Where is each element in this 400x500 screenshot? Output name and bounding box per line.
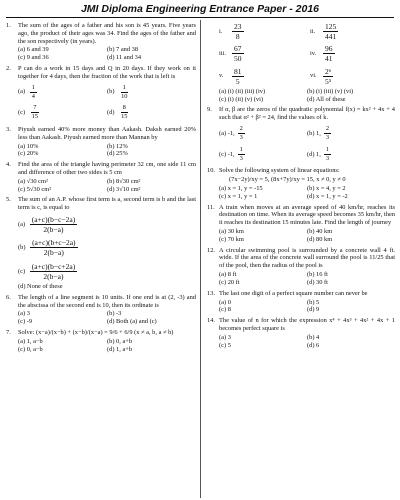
option-b[interactable]: (b) 7 and 38 xyxy=(107,46,139,54)
option-b[interactable]: (b) 8√30 cm² xyxy=(107,177,141,185)
options xyxy=(18,178,196,194)
option-a[interactable]: (a) 8 ft xyxy=(219,271,237,279)
option-label: (a) xyxy=(18,221,26,229)
question-text: The length of a line segment is 10 units. If one end is at (2, -3) and the abscissa of the second end is 10, then its ordinate is xyxy=(18,293,196,309)
option-b[interactable]: (b) 40 km xyxy=(307,228,333,236)
numerator: 125 xyxy=(325,22,337,31)
option-c[interactable] xyxy=(18,102,107,123)
item-label: ii. xyxy=(310,27,316,35)
option-label: (a) -1, xyxy=(219,129,235,137)
option-b[interactable]: (b) x = 4, y = 2 xyxy=(307,184,346,192)
options xyxy=(219,271,395,287)
question-number: 3. xyxy=(6,125,11,133)
denominator: 5 xyxy=(235,76,240,86)
options xyxy=(219,88,395,104)
option-c[interactable]: (c) x = 1, y = 1 xyxy=(219,192,258,200)
option-c[interactable]: (c) 20 ft xyxy=(219,278,240,286)
option-b[interactable]: (b) -3 xyxy=(107,310,122,318)
question-11 xyxy=(207,204,395,244)
option-d[interactable] xyxy=(107,102,196,123)
option-c[interactable]: (c) 9 and 36 xyxy=(18,54,49,62)
question-8-continued xyxy=(207,22,395,103)
question-text: A train when moves at an average speed of 40 km/hr, reaches its destination on time. When its average speed becomes 35 km/hr, then it reaches its destination 15 minutes late. Find the length of journey xyxy=(219,203,395,227)
option-b[interactable]: (b) 4 xyxy=(307,333,320,341)
question-number: 5. xyxy=(6,196,11,204)
numerator: 1 xyxy=(239,145,243,153)
question-number: 12. xyxy=(207,246,215,254)
item-iv xyxy=(310,44,395,63)
question-number: 6. xyxy=(6,293,11,301)
option-d[interactable]: (d) Both (a) and (c) xyxy=(107,318,157,326)
item-label: i. xyxy=(219,27,223,35)
option-b[interactable] xyxy=(18,236,196,259)
fraction xyxy=(324,125,331,142)
item-vi xyxy=(310,67,395,86)
item-label: iv. xyxy=(310,50,317,58)
option-a[interactable]: (a) 30 km xyxy=(219,228,244,236)
denominator: 2(b−a) xyxy=(43,248,64,258)
option-label: (c) -1, xyxy=(219,150,235,158)
option-d[interactable]: (d) None of these xyxy=(18,282,63,290)
fraction xyxy=(30,104,40,121)
numerator: 2⁶ xyxy=(325,66,332,76)
equation: (7x−2y)/xy = 5, (8x+7y)/xy = 15, x ≠ 0, y ≠ 0 xyxy=(229,176,346,184)
question-14 xyxy=(207,317,395,349)
item-i xyxy=(219,22,304,41)
denominator: 441 xyxy=(325,32,337,42)
option-c[interactable] xyxy=(219,144,307,165)
numerator: 96 xyxy=(325,44,333,54)
numerator: (a+c)(b+c−2a) xyxy=(32,238,76,248)
options xyxy=(219,185,395,201)
option-a[interactable]: (a) 3 xyxy=(219,333,231,341)
numerator: 81 xyxy=(234,66,242,76)
options xyxy=(18,338,196,354)
question-number: 11. xyxy=(207,203,215,211)
numerator: 2 xyxy=(325,125,330,133)
option-label: (a) xyxy=(18,88,26,96)
option-c[interactable]: (c) 5 xyxy=(219,341,231,349)
question-2 xyxy=(6,65,196,123)
option-a[interactable]: (a) 10% xyxy=(18,142,39,150)
option-a[interactable]: (a) 0 xyxy=(219,298,231,306)
denominator: 3 xyxy=(325,133,330,141)
question-text: Solve the following system of linear equations: xyxy=(219,167,340,175)
fraction xyxy=(30,238,78,257)
option-b[interactable] xyxy=(307,123,395,144)
options xyxy=(219,299,395,315)
option-a[interactable] xyxy=(18,213,196,236)
option-a[interactable] xyxy=(18,82,107,103)
question-text xyxy=(18,329,196,337)
option-c[interactable]: (c) 8 xyxy=(219,306,231,314)
option-a[interactable] xyxy=(219,123,307,144)
options xyxy=(18,213,196,291)
option-b[interactable]: (b) 0, a+b xyxy=(107,337,133,345)
fraction xyxy=(232,44,244,63)
option-d[interactable] xyxy=(307,144,395,165)
numerator: 67 xyxy=(234,44,242,54)
fraction xyxy=(323,44,335,63)
denominator: 2(b−a) xyxy=(43,225,64,235)
option-a[interactable]: (a) x = 1, y = -15 xyxy=(219,184,263,192)
question-4 xyxy=(6,161,196,193)
question-13 xyxy=(207,290,395,314)
question-number: 1. xyxy=(6,22,11,29)
numerator: 23 xyxy=(234,22,242,31)
options xyxy=(18,82,196,123)
denominator: 3 xyxy=(239,154,243,162)
options xyxy=(18,143,196,159)
item-label: iii. xyxy=(219,50,226,58)
option-c[interactable] xyxy=(18,260,196,283)
denominator: 5⁵ xyxy=(325,76,332,86)
fraction xyxy=(30,215,78,234)
option-a[interactable]: (a) 6 and 39 xyxy=(18,46,49,54)
denominator: 8 xyxy=(235,32,240,42)
numerator: 7 xyxy=(33,104,37,112)
fraction xyxy=(30,84,37,101)
item-label: vi. xyxy=(310,72,317,80)
options xyxy=(18,310,196,326)
option-b[interactable]: (b) (i) (iii) (v) (vi) xyxy=(307,87,354,95)
fraction xyxy=(119,84,129,101)
option-c[interactable]: (c) (i) (ii) (v) (vi) xyxy=(219,95,264,103)
question-3 xyxy=(6,126,196,158)
denominator: 41 xyxy=(325,54,333,64)
numerator: 1 xyxy=(31,83,35,91)
denominator: 15 xyxy=(121,113,128,121)
option-d[interactable]: (d) 80 km xyxy=(307,235,333,243)
fraction xyxy=(119,104,129,121)
item-ii xyxy=(310,22,395,41)
item-v xyxy=(219,67,304,86)
numerator: 1 xyxy=(122,83,126,91)
fraction xyxy=(324,146,331,163)
solve-label: Solve: xyxy=(18,328,35,336)
denominator: 2(b−a) xyxy=(43,271,64,281)
option-b[interactable]: (b) 12% xyxy=(107,142,128,150)
option-d[interactable]: (d) 30 ft xyxy=(307,278,328,286)
right-column xyxy=(207,22,395,498)
question-text: If α, β are the zeros of the quadratic polynomial f(x) = kx² + 4x + 4 such that α² + β² = 24, find the values of k. xyxy=(219,106,395,122)
option-c[interactable]: (c) 0, a−b xyxy=(18,345,43,353)
option-label: (d) xyxy=(107,109,115,117)
fraction-list xyxy=(219,22,395,86)
denominator: 4 xyxy=(31,92,35,100)
option-label: (b) xyxy=(18,244,26,252)
fraction xyxy=(323,22,338,41)
numerator: (a+c)(b−c−2a) xyxy=(31,215,76,225)
fraction xyxy=(30,262,78,281)
numerator: 1 xyxy=(325,145,330,153)
option-c[interactable]: (c) -9 xyxy=(18,318,33,326)
option-a[interactable]: (a) (i) (ii) (iii) (iv) xyxy=(219,87,266,95)
option-label: (d) 1, xyxy=(307,150,321,158)
numerator: (a+c)(b−c+2a) xyxy=(31,261,76,271)
options xyxy=(219,334,395,350)
option-label: (c) xyxy=(18,109,26,117)
question-text: The value of n for which the expression x⁴ + 4x³ + 4x² + 4x + 1 becomes perfect square is xyxy=(219,317,395,332)
numerator: 2 xyxy=(239,125,243,133)
options xyxy=(18,46,196,62)
question-number: 7. xyxy=(6,328,11,336)
left-column xyxy=(6,22,196,498)
denominator: 15 xyxy=(31,113,39,121)
fraction xyxy=(323,67,333,86)
fraction xyxy=(238,125,245,142)
question-10 xyxy=(207,167,395,200)
question-text: A circular swimming pool is surrounded by a concrete wall 4 ft. wide. If the area of the concrete wall surround the pool is 11/25 that of the pool, then the radius of the pool is xyxy=(219,246,395,270)
question-text: The sum of the ages of a father and his son is 45 years. Five years ago, the product of their ages was 34. Find the ages of the father and the son respectively (in years). xyxy=(18,22,196,45)
option-b[interactable]: (b) 5 xyxy=(307,298,320,306)
question-7 xyxy=(6,329,196,353)
option-d[interactable]: (d) 1, a+b xyxy=(107,345,133,353)
option-a[interactable]: (a) 1, a−b xyxy=(18,337,43,345)
options xyxy=(219,123,395,164)
denominator: 50 xyxy=(234,54,242,64)
question-number: 13. xyxy=(207,289,215,297)
question-text: The last one digit of a perfect square number can never be xyxy=(219,289,368,297)
denominator: 3 xyxy=(325,154,330,162)
fraction xyxy=(232,67,244,86)
item-iii xyxy=(219,44,304,63)
options xyxy=(219,228,395,244)
option-b[interactable] xyxy=(107,82,196,103)
option-a[interactable]: (a) 3 xyxy=(18,310,30,318)
option-d[interactable]: (d) x = 1, y = -2 xyxy=(307,192,348,200)
question-12 xyxy=(207,247,395,287)
question-number: 4. xyxy=(6,161,11,169)
question-text: Find the area of the triangle having perimeter 32 cm, one side 11 cm and difference of other two sides is 5 cm xyxy=(18,161,196,176)
option-c[interactable]: (c) 20% xyxy=(18,150,39,158)
question-text: Piyush earned 40% more money than Aakash. Daksh earned 20% less than Aakash. Piyush earned more than Mannan by xyxy=(18,125,196,141)
question-6 xyxy=(6,294,196,326)
item-label: v. xyxy=(219,72,224,80)
fraction xyxy=(232,22,244,41)
question-number: 9. xyxy=(207,106,212,114)
fraction xyxy=(238,146,245,163)
denominator: 10 xyxy=(121,92,128,100)
question-5 xyxy=(6,196,196,290)
page-title: JMI Diploma Engineering Entrance Paper - 2016 xyxy=(80,3,320,15)
option-d[interactable]: (d) 3√10 cm² xyxy=(107,185,141,193)
numerator: 8 xyxy=(122,104,126,112)
column-divider xyxy=(200,20,201,498)
option-label: (b) xyxy=(107,88,115,96)
question-number: 14. xyxy=(207,317,215,325)
denominator: 3 xyxy=(239,133,243,141)
option-c[interactable]: (c) 70 km xyxy=(219,235,244,243)
option-label: (c) xyxy=(18,267,26,275)
equation: (x−a)/(x−b) + (x−b)/(x−a) = 9/6 + 6/9 (x ≠ a, b, a ≠ b) xyxy=(35,328,174,336)
option-d[interactable]: (d) 25% xyxy=(107,150,128,158)
question-text: The sum of an A.P. whose first term is a, second term is b and the last term is c, is equal to xyxy=(18,196,196,212)
title-rule xyxy=(6,17,394,18)
question-number: 10. xyxy=(207,167,215,175)
question-number: 2. xyxy=(6,65,11,73)
option-d[interactable]: (d) 11 and 34 xyxy=(107,54,142,62)
option-b[interactable]: (b) 16 ft xyxy=(307,271,328,279)
option-a[interactable]: (a) √30 cm² xyxy=(18,177,48,185)
option-label: (b) 1, xyxy=(307,129,321,137)
option-d[interactable]: (d) 9 xyxy=(307,306,320,314)
question-text: P can do a work in 15 days and Q in 20 days. If they work on it together for 4 days, then the fraction of the work that is left is xyxy=(18,65,196,80)
option-d[interactable]: (d) All of these xyxy=(307,95,346,103)
option-d[interactable]: (d) 6 xyxy=(307,341,320,349)
option-c[interactable]: (c) 5√30 cm² xyxy=(18,185,52,193)
question-9 xyxy=(207,106,395,164)
question-1 xyxy=(6,22,196,62)
